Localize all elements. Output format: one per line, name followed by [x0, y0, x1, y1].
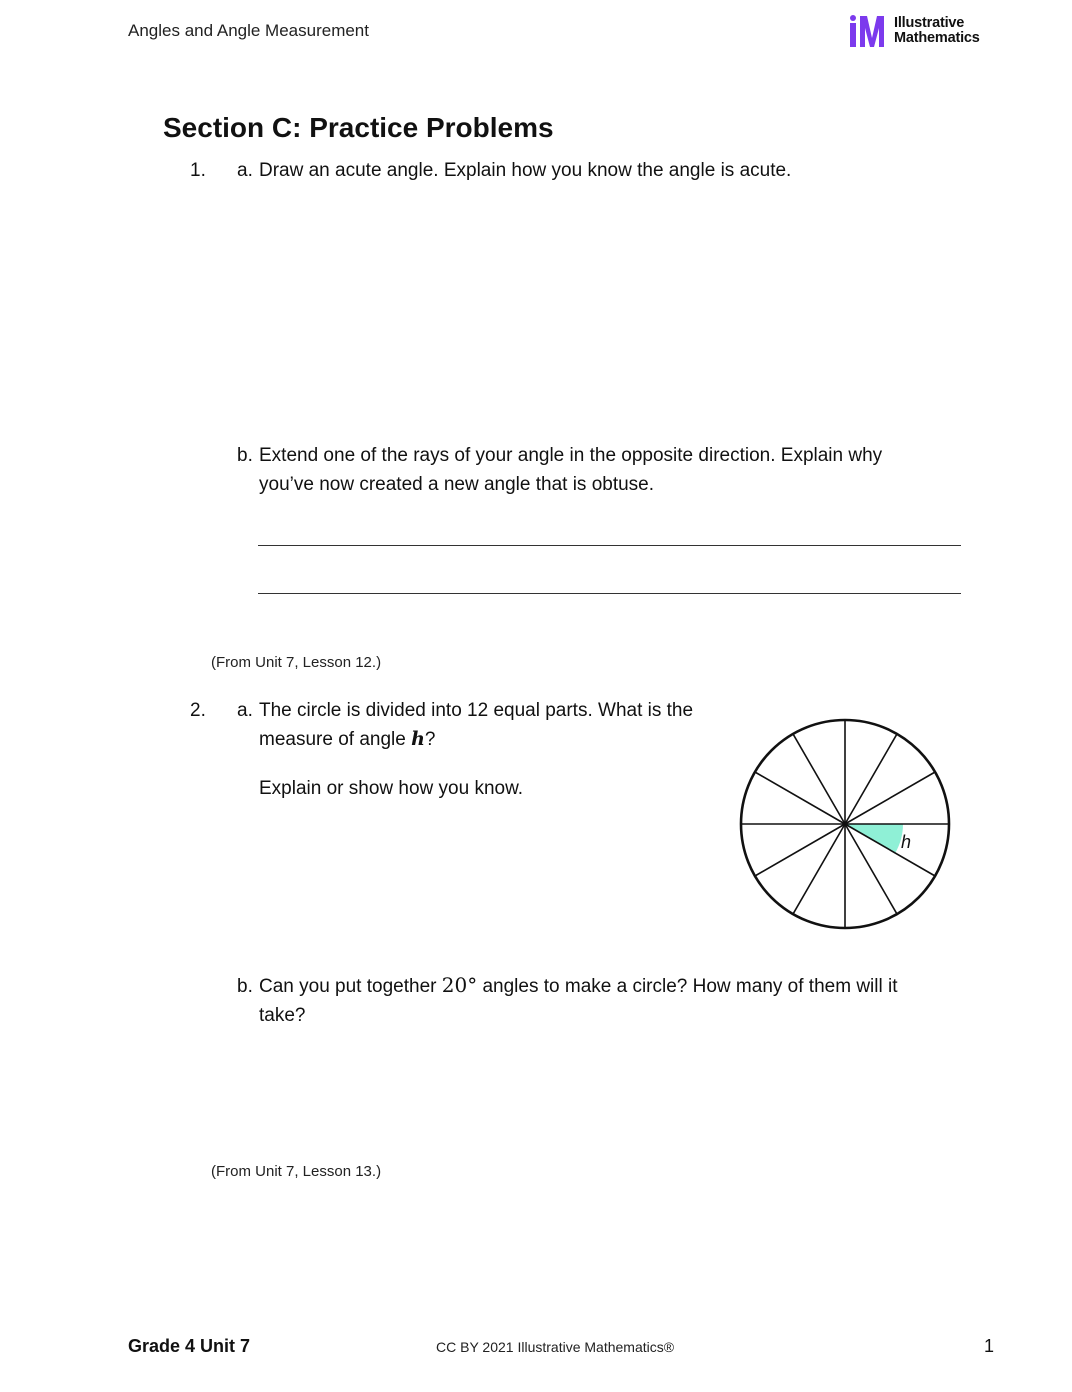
footer-page-number: 1: [984, 1336, 995, 1356]
circle-radius-line: [845, 772, 935, 824]
answer-line-1[interactable]: [258, 545, 961, 546]
problem-2a-text-line3: Explain or show how you know.: [259, 778, 524, 799]
problem-2a-label: a.: [237, 700, 253, 721]
problem-2b-text-line2: take?: [259, 1005, 306, 1026]
problem-2a-text-line2-end: ?: [424, 729, 436, 750]
section-title: Section C: Practice Problems: [163, 112, 554, 143]
problem-2b-label: b.: [237, 976, 253, 997]
problem-2b-text-pre: Can you put together: [259, 976, 442, 997]
illustrative-mathematics-logo: [848, 14, 998, 50]
problem-2-source: (From Unit 7, Lesson 13.): [211, 1163, 382, 1180]
problem-1a: [237, 156, 791, 185]
logo-text-line2: Mathematics: [894, 30, 980, 46]
problem-1-source: (From Unit 7, Lesson 12.): [211, 654, 382, 671]
circle-radius-line: [755, 772, 845, 824]
problem-2-number: 2.: [190, 700, 206, 721]
circle-radius-line: [793, 824, 845, 914]
angle-h-label: h: [901, 832, 912, 852]
problem-2b-text-post: angles to make a circle? How many of them will it: [477, 976, 898, 997]
problem-2a-text-line1: The circle is divided into 12 equal parts. What is the: [259, 700, 694, 721]
problem-1b-label: b.: [237, 445, 253, 466]
footer-grade-unit: Grade 4 Unit 7: [128, 1336, 251, 1356]
problem-2a-text-line2: measure of angle: [259, 729, 412, 750]
problem-1b-text-line1: Extend one of the rays of your angle in the opposite direction. Explain why: [259, 445, 883, 466]
math-20-degrees: 20°: [441, 973, 478, 997]
circle-radius-line: [755, 824, 845, 876]
circle-radius-line: [793, 734, 845, 824]
problem-1b-text-line2: you’ve now created a new angle that is obtuse.: [259, 474, 655, 495]
problem-1a-label: a.: [237, 160, 253, 181]
variable-h: h: [411, 728, 425, 750]
document-header-title: Angles and Angle Measurement: [128, 21, 369, 40]
footer-license: CC BY 2021 Illustrative Mathematics®: [436, 1339, 675, 1355]
problem-2b: [237, 971, 897, 1030]
circle-radius-line: [845, 734, 897, 824]
problem-1-number: 1.: [190, 160, 206, 181]
problem-1a-text: Draw an acute angle. Explain how you know the angle is acute.: [259, 160, 792, 181]
logo-text-line1: Illustrative: [894, 15, 965, 31]
answer-line-2[interactable]: [258, 593, 961, 594]
problem-2a: [237, 696, 693, 803]
problem-1b: [237, 441, 882, 499]
im-logo-icon: [848, 14, 892, 50]
circle-12-parts-figure: [735, 714, 955, 934]
